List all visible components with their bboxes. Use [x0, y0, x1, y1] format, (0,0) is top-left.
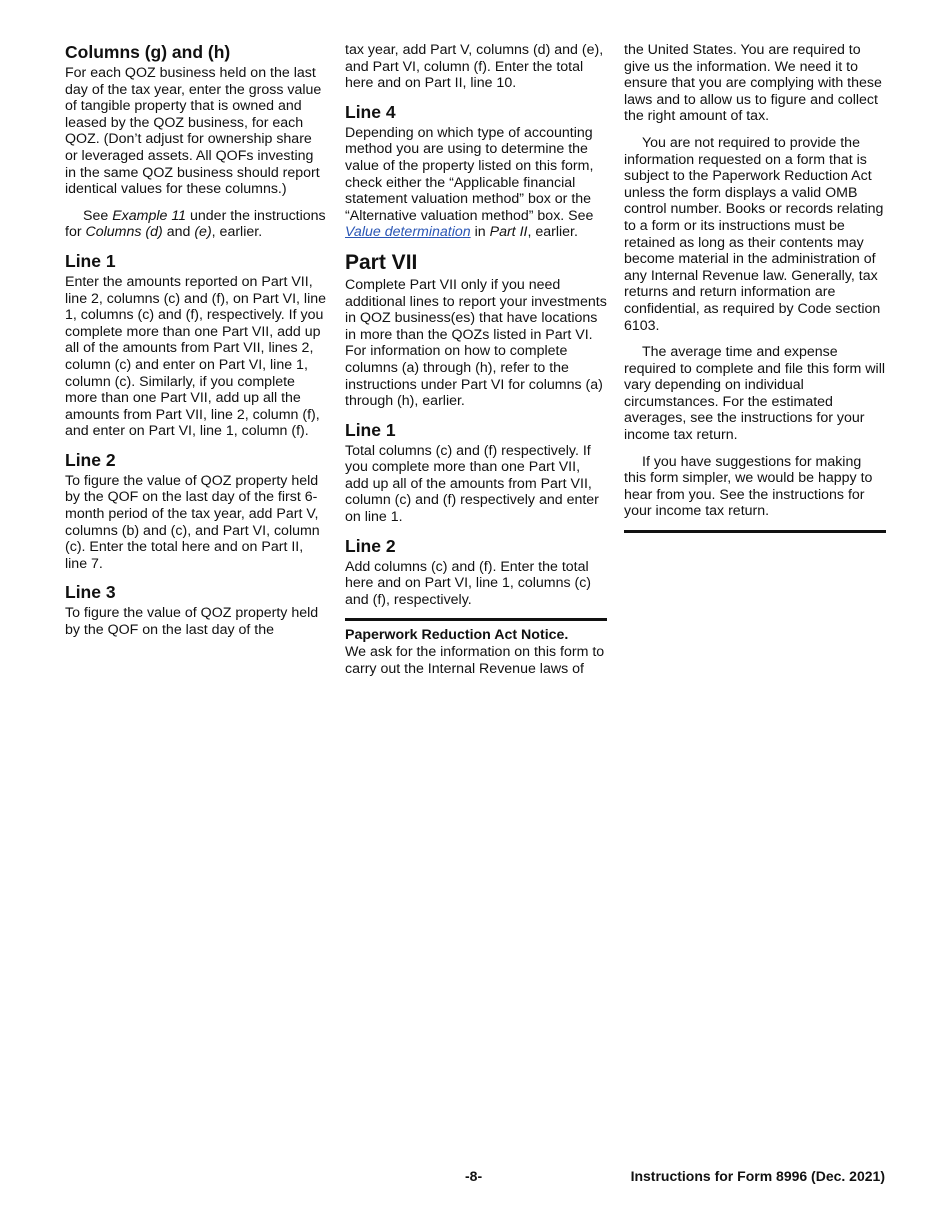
- paragraph-omb-notice: You are not required to provide the information requested on a form that is subject to the Paperwork Reduction Act unless the form displays a valid OMB control number. Books or records relating to a form or its instructions must be retained as long as their contents may become material in the administration of any Internal Revenue law. Generally, tax returns and return information are confidential, as required by Code section 6103.: [624, 134, 884, 334]
- paragraph-part-vii-line-2: Add columns (c) and (f). Enter the total here and on Part VI, line 1, columns (c) and (f), respectively.: [345, 558, 592, 608]
- paperwork-reduction-heading: Paperwork Reduction Act Notice.: [345, 627, 569, 644]
- paperwork-reduction-text: We ask for the information on this form to carry out the Internal Revenue laws of: [345, 644, 605, 677]
- paperwork-reduction-section: [345, 618, 607, 677]
- paragraph-suggestions: If you have suggestions for making this form simpler, we would be happy to hear from you. See the instructions for your income tax return.: [624, 453, 873, 520]
- paragraph-part-vii: Complete Part VII only if you need additional lines to report your investments in QOZ business(es) that have locations in more than the QOZs listed in Part VI. For information on how to complete columns (a) through (h), refer to the instructions under Part VI for columns (a) through (h), earlier.: [345, 276, 607, 410]
- heading-columns-g-h: Columns (g) and (h): [65, 42, 231, 62]
- paragraph-line-3: To figure the value of QOZ property held by the QOF on the last day of the: [65, 605, 319, 639]
- heading-line-4: Line 4: [345, 101, 396, 122]
- paragraph-time-expense: The average time and expense required to complete and file this form will vary depending on individual circumstances. For the estimated averages, see the instructions for your income tax return.: [624, 344, 886, 444]
- heading-line-2: Line 2: [65, 449, 116, 470]
- paragraph-see-example: See Example 11 under the instructions for Columns (d) and (e), earlier.: [65, 207, 326, 241]
- paragraph-part-vii-line-1: Total columns (c) and (f) respectively. If you complete more than one Part VII, add up all of the amounts from Part VII, column (c) and (f) respectively and enter on line 1.: [345, 442, 599, 526]
- heading-part-vii: Part VII: [345, 250, 418, 274]
- column-left: [65, 42, 327, 649]
- page-number: -8-: [465, 1168, 483, 1184]
- paragraph-pra-continued: the United States. You are required to give us the information. We need it to ensure that you are complying with these laws and to allow us to figure and collect the right amount of tax.: [624, 42, 882, 125]
- column-middle: [345, 42, 607, 677]
- heading-part-vii-line-2: Line 2: [345, 535, 396, 556]
- paragraph-line-1: Enter the amounts reported on Part VII, line 2, columns (c) and (f), on Part VI, line 1, columns (c) and (f), respectively. If you complete more than one Part VII, add up all of the amounts from Part VII, lines 2, column (c) and enter on Part VI, line 1, column (c). Similarly, if you complete more than one Part VII, add up all the amounts from Part VII, line 2, column (f), and enter on Part VI, line 1, column (f).: [65, 273, 327, 440]
- heading-line-1: Line 1: [65, 250, 116, 271]
- paragraph-line-4: Depending on which type of accounting method you are using to determine the value of the property listed on this form, check either the “Applicable financial statement valuation method” box or the “Alternative valuation method” box. See Value determination in Part II, earlier.: [345, 124, 594, 241]
- paragraph-columns-g-h: For each QOZ business held on the last day of the tax year, enter the gross value of tangible property that is owned and leased by the QOZ business, for each QOZ. (Don’t adjust for ownership share or leveraged assets. All QOFs investing in the same QOZ business should report identical values for these columns.): [65, 65, 322, 198]
- heading-line-3: Line 3: [65, 582, 116, 603]
- column-right: [624, 42, 886, 533]
- section-end-rule: [624, 530, 886, 533]
- heading-part-vii-line-1: Line 1: [345, 419, 396, 440]
- value-determination-link[interactable]: Value determination: [345, 224, 471, 241]
- paragraph-line-3-continued: tax year, add Part V, columns (d) and (e), and Part VI, column (f). Enter the total here and on Part II, line 10.: [345, 42, 604, 92]
- form-title: Instructions for Form 8996 (Dec. 2021): [630, 1168, 885, 1184]
- paragraph-line-2: To figure the value of QOZ property held by the QOF on the last day of the first 6-month period of the tax year, add Part V, columns (b) and (c), and Part VI, column (c). Enter the total here and on Part II, line 7.: [65, 472, 320, 572]
